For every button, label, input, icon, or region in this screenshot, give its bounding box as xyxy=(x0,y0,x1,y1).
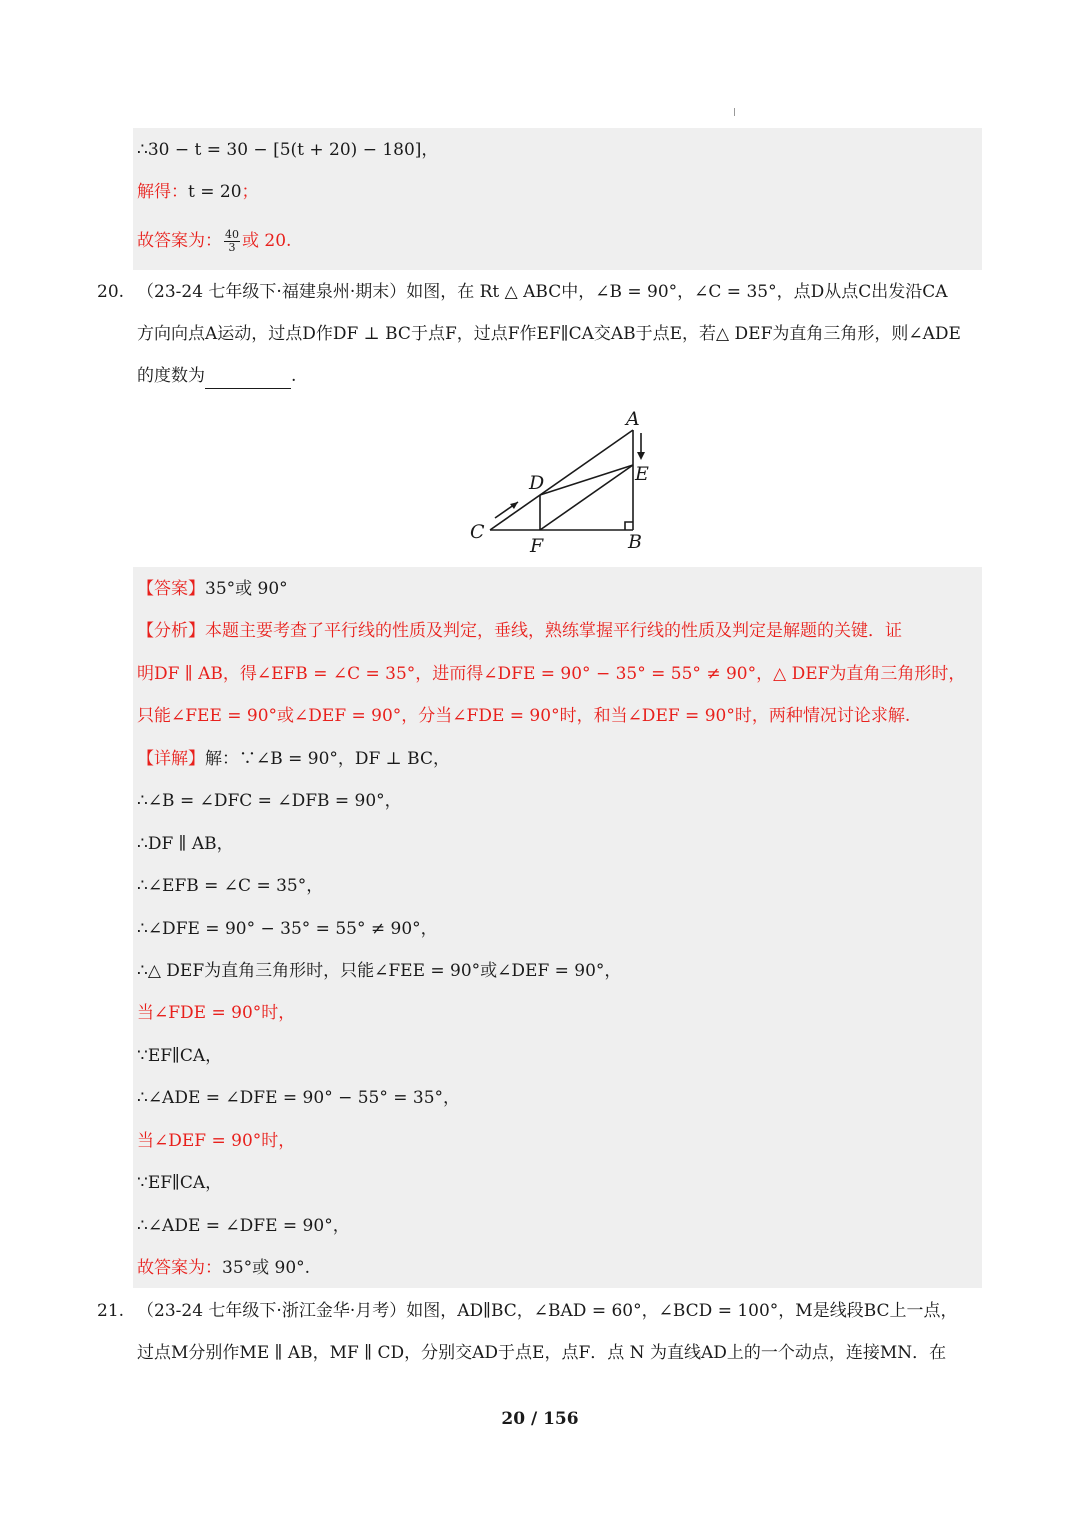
analysis-line-2: 明DF ∥ AB，得∠EFB = ∠C = 35°，进而得∠DFE = 90° − 35° = 55° ≠ 90°，△ DEF为直角三角形时， xyxy=(137,664,966,684)
question-21-number: 21. xyxy=(97,1301,125,1321)
question-20-line-2: 方向向点A运动，过点D作DF ⊥ BC于点F，过点F作EF∥CA交AB于点E，若△ DEF为直角三角形，则∠ADE xyxy=(137,324,961,344)
question-20-line-3-text: 的度数为 xyxy=(137,366,205,386)
step-line: ∵EF∥CA， xyxy=(137,1173,223,1193)
answer-value: 35°或 90° xyxy=(205,579,288,599)
question-21-line-2: 过点M分别作ME ∥ AB，MF ∥ CD，分别交AD于点E，点F．点 N 为直线AD上的一个动点，连接MN．在 xyxy=(137,1343,947,1363)
prev-line-3 xyxy=(137,228,291,254)
analysis-text-1: 本题主要考查了平行线的性质及判定，垂线，熟练掌握平行线的性质及判定是解题的关键．证 xyxy=(205,621,902,641)
step-line: ∴∠EFB = ∠C = 35°， xyxy=(137,876,324,896)
solve-math: t = 20 xyxy=(188,182,242,202)
label-E: E xyxy=(635,463,649,485)
right-angle-mark xyxy=(625,522,633,530)
label-F: F xyxy=(530,535,544,557)
detail-start: 解：∵∠B = 90°，DF ⊥ BC， xyxy=(205,749,450,769)
label-D: D xyxy=(529,472,545,494)
page-number: 20 / 156 xyxy=(501,1409,579,1429)
question-21-line-1: （23-24 七年级下·浙江金华·月考）如图，AD∥BC，∠BAD = 60°，∠BCD = 100°，M是线段BC上一点， xyxy=(137,1301,958,1321)
final-value: 35°或 90°. xyxy=(222,1258,311,1278)
fraction xyxy=(224,229,240,254)
triangle-figure xyxy=(460,400,660,560)
answer-line xyxy=(137,576,288,602)
step-line: 当∠FDE = 90°时， xyxy=(137,1003,296,1023)
step-line: ∴∠B = ∠DFC = ∠DFB = 90°， xyxy=(137,791,402,811)
analysis-tag: 【分析】 xyxy=(137,621,205,641)
label-C: C xyxy=(470,521,485,543)
label-B: B xyxy=(628,531,642,553)
fraction-denominator: 3 xyxy=(228,241,236,254)
solve-end: ； xyxy=(241,182,259,202)
step-line: ∴∠DFE = 90° − 35° = 55° ≠ 90°， xyxy=(137,919,438,939)
analysis-line-1 xyxy=(137,618,902,644)
prev-line-2 xyxy=(137,179,259,205)
answer-blank xyxy=(205,370,291,389)
prev-line-1: ∴30 − t = 30 − [5(t + 20) − 180]， xyxy=(137,140,439,160)
step-line: ∴△ DEF为直角三角形时，只能∠FEE = 90°或∠DEF = 90°， xyxy=(137,961,622,981)
question-20-line-1: （23-24 七年级下·福建泉州·期末）如图，在 Rt △ ABC中，∠B = 90°，∠C = 35°，点D从点C出发沿CA xyxy=(137,282,948,302)
scan-tick-mark xyxy=(734,108,735,116)
segment-DE xyxy=(540,465,633,495)
question-20-number: 20. xyxy=(97,282,125,302)
step-line: ∴∠ADE = ∠DFE = 90° − 55° = 35°， xyxy=(137,1088,461,1108)
step-line: ∵EF∥CA， xyxy=(137,1046,223,1066)
answer-rest: 或 20. xyxy=(242,231,292,251)
segment-EF xyxy=(540,465,633,530)
analysis-line-3: 只能∠FEE = 90°或∠DEF = 90°，分当∠FDE = 90°时，和当∠DEF = 90°时，两种情况讨论求解. xyxy=(137,706,911,726)
step-line: 当∠DEF = 90°时， xyxy=(137,1131,296,1151)
question-20-line-3 xyxy=(137,363,296,389)
arrow-ae-head xyxy=(637,452,645,460)
detail-line xyxy=(137,746,450,772)
fraction-numerator: 40 xyxy=(225,228,239,241)
label-A: A xyxy=(626,408,640,430)
question-20-line-3-end: . xyxy=(291,366,297,386)
solve-label: 解得： xyxy=(137,182,188,202)
final-answer-line xyxy=(137,1255,310,1281)
step-line: ∴∠ADE = ∠DFE = 90°， xyxy=(137,1216,350,1236)
step-line: ∴DF ∥ AB， xyxy=(137,834,234,854)
arrow-cd-head xyxy=(510,502,518,509)
final-label: 故答案为： xyxy=(137,1258,222,1278)
answer-label: 故答案为： xyxy=(137,231,222,251)
detail-tag: 【详解】 xyxy=(137,749,205,769)
answer-tag: 【答案】 xyxy=(137,579,205,599)
